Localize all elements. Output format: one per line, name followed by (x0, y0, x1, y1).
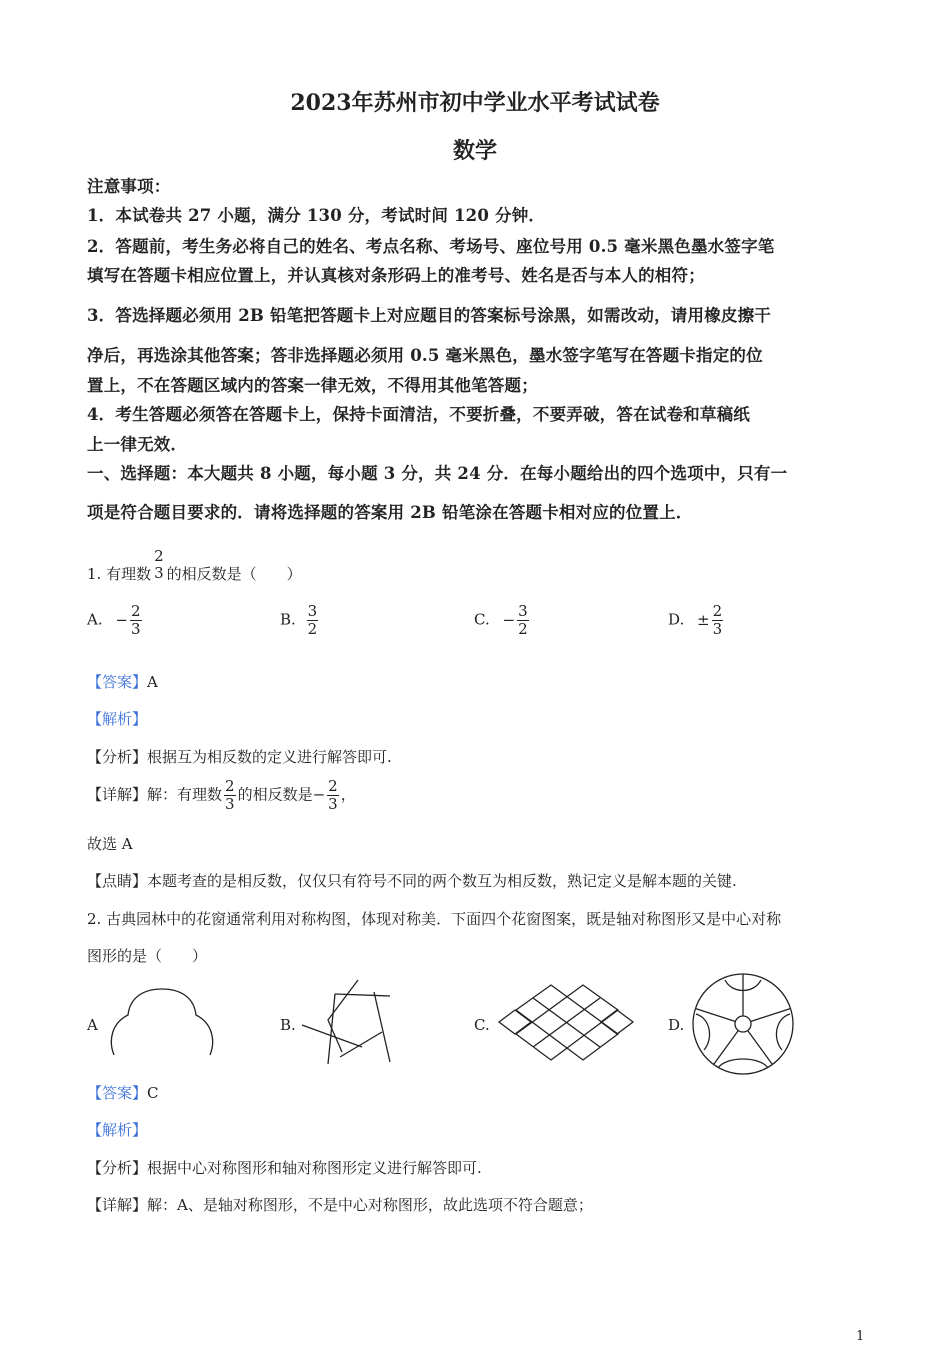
q1-choose: 故选 A (87, 835, 133, 853)
q1-fenxi (87, 747, 392, 767)
q1-comment (87, 871, 737, 891)
q2-option-c-label[interactable]: C. (474, 1016, 490, 1034)
q1-detail (87, 778, 356, 813)
notice-heading: 注意事项： (87, 177, 171, 196)
q2-option-b-label[interactable]: B. (280, 1016, 296, 1034)
option-sign: − (115, 610, 128, 629)
page-title: 2023年苏州市初中学业水平考试试卷 (290, 90, 660, 116)
fraction-denominator: 2 (307, 620, 318, 638)
q2-stem-line: 2. 古典园林中的花窗通常利用对称构图，体现对称美．下面四个花窗图案，既是轴对称图形又是中心对称 (87, 910, 782, 928)
notice-line: 填写在答题卡相应位置上，并认真核对条形码上的准考号、姓名是否与本人的相符； (87, 266, 705, 285)
q1-analysis-tag: 【解析】 (87, 710, 148, 728)
page-number: 1 (856, 1329, 865, 1344)
detail-tag: 【详解】 (87, 1196, 148, 1214)
q2-answer (87, 1083, 159, 1103)
answer-value: A (147, 673, 158, 691)
q1-stem-suffix: 的相反数是（ ） (166, 565, 302, 583)
notice-line: 置上，不在答题区域内的答案一律无效，不得用其他笔答题； (87, 376, 538, 395)
lattice-window-figure (496, 982, 638, 1064)
q1-stem-prefix: 1. 有理数 (87, 565, 152, 583)
fraction-denominator: 3 (154, 564, 164, 582)
detail-prefix: 解：有理数 (147, 785, 223, 804)
fraction-numerator: 2 (712, 602, 723, 620)
detail-tag: 【详解】 (87, 785, 148, 804)
q1-option-d[interactable] (668, 603, 725, 638)
notice-line: 4．考生答题必须答在答题卡上，保持卡面清洁，不要折叠，不要弄破，答在试卷和草稿纸 (87, 405, 750, 424)
flower-window-figure (690, 972, 796, 1076)
q2-fenxi (87, 1158, 482, 1178)
q2-detail (87, 1195, 593, 1215)
notice-line: 1．本试卷共 27 小题，满分 130 分，考试时间 120 分钟． (87, 206, 546, 225)
option-fraction (307, 603, 319, 638)
fraction-numerator: 2 (130, 602, 141, 620)
answer-tag: 【答案】 (87, 1084, 148, 1102)
fraction-denominator: 3 (130, 620, 141, 638)
option-letter: B. (280, 610, 296, 629)
detail-fraction-negative (327, 778, 339, 813)
notice-line: 3．答选择题必须用 2B 铅笔把答题卡上对应题目的答案标号涂黑，如需改动，请用橡皮擦干 (87, 306, 771, 325)
fenxi-tag: 【分析】 (87, 1159, 148, 1177)
q2-option-d-label[interactable]: D. (668, 1016, 685, 1034)
q1-option-b[interactable] (280, 603, 320, 638)
fraction-denominator: 3 (225, 795, 235, 813)
detail-suffix: ， (340, 785, 356, 804)
q1-stem-fraction (153, 548, 165, 582)
notice-line: 净后，再选涂其他答案；答非选择题必须用 0.5 毫米黑色，墨水签字笔写在答题卡指定的位 (87, 346, 763, 365)
answer-tag: 【答案】 (87, 673, 148, 691)
fenxi-text: 根据中心对称图形和轴对称图形定义进行解答即可. (147, 1159, 482, 1177)
section-heading: 一、选择题：本大题共 8 小题，每小题 3 分，共 24 分．在每小题给出的四个选项中，只有一 (87, 464, 788, 483)
option-letter: A. (87, 610, 103, 629)
fenxi-tag: 【分析】 (87, 748, 148, 766)
fraction-numerator: 2 (225, 777, 235, 795)
fraction-denominator: 3 (328, 795, 338, 813)
fenxi-text: 根据互为相反数的定义进行解答即可. (147, 748, 392, 766)
fraction-numerator: 2 (154, 547, 164, 565)
q1-answer (87, 672, 158, 692)
fraction-denominator: 2 (518, 620, 528, 638)
option-fraction (517, 603, 529, 638)
notice-line: 2．答题前，考生务必将自己的姓名、考点名称、考场号、座位号用 0.5 毫米黑色墨水签字笔 (87, 237, 775, 256)
fraction-denominator: 3 (712, 620, 723, 638)
option-sign: − (502, 610, 516, 629)
option-letter: C. (474, 610, 490, 629)
answer-value: C (147, 1084, 159, 1102)
notice-line: 上一律无效． (87, 435, 188, 454)
comment-tag: 【点睛】 (87, 872, 148, 890)
option-letter: D. (668, 610, 685, 629)
detail-fraction (224, 778, 236, 813)
option-fraction (130, 603, 142, 638)
option-fraction (712, 603, 724, 638)
detail-text: 解：A、是轴对称图形，不是中心对称图形，故此选项不符合题意； (147, 1196, 593, 1214)
comment-text: 本题考查的是相反数，仅仅只有符号不同的两个数互为相反数，熟记定义是解本题的关键. (147, 872, 737, 890)
fraction-numerator: 3 (307, 602, 318, 620)
fraction-numerator: 3 (518, 602, 528, 620)
fraction-numerator: 2 (328, 777, 338, 795)
detail-middle: 的相反数是− (237, 785, 326, 804)
option-sign: ± (697, 610, 710, 629)
q1-option-c[interactable] (474, 603, 531, 638)
q2-analysis-tag: 【解析】 (87, 1121, 148, 1139)
q1-option-a[interactable] (87, 603, 144, 638)
q2-stem-line: 图形的是（ ） (87, 947, 208, 965)
cloud-window-figure (104, 985, 220, 1060)
q1-stem (87, 548, 302, 584)
subject-title: 数学 (452, 138, 497, 164)
q2-option-a-label[interactable]: A (87, 1016, 98, 1034)
section-heading: 项是符合题目要求的．请将选择题的答案用 2B 铅笔涂在答题卡相对应的位置上． (87, 503, 693, 522)
pinwheel-window-figure (300, 972, 396, 1068)
